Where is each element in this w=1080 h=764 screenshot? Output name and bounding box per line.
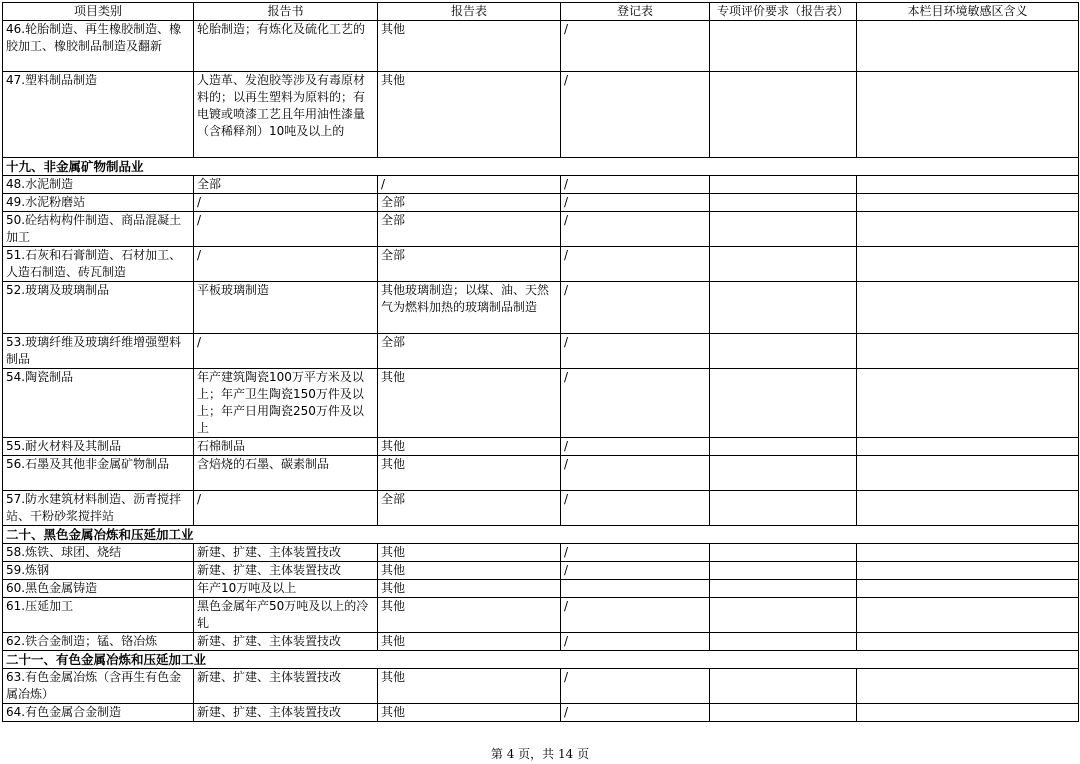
- report-form-cell: 其他: [378, 544, 561, 562]
- registration-form-cell: /: [561, 438, 710, 456]
- table-row: [3, 669, 1079, 704]
- report-form-cell: 其他: [378, 633, 561, 651]
- report-cell: 新建、扩建、主体装置技改: [194, 704, 378, 722]
- category-cell: 49.水泥粉磨站: [3, 194, 194, 212]
- table-row: [3, 562, 1079, 580]
- sensitive-area-cell: [857, 194, 1079, 212]
- report-form-cell: 全部: [378, 212, 561, 247]
- registration-form-cell: /: [561, 598, 710, 633]
- header-report-form: 报告表: [378, 3, 561, 21]
- category-cell: 48.水泥制造: [3, 176, 194, 194]
- special-evaluation-cell: [710, 334, 857, 369]
- report-form-cell: 其他: [378, 669, 561, 704]
- header-sensitive-area: 本栏目环境敏感区含义: [857, 3, 1079, 21]
- special-evaluation-cell: [710, 72, 857, 158]
- sensitive-area-cell: [857, 334, 1079, 369]
- report-form-cell: /: [378, 176, 561, 194]
- sensitive-area-cell: [857, 633, 1079, 651]
- report-form-cell: 全部: [378, 194, 561, 212]
- report-cell: /: [194, 212, 378, 247]
- category-cell: 50.砼结构构件制造、商品混凝土加工: [3, 212, 194, 247]
- registration-form-cell: /: [561, 456, 710, 491]
- report-cell: 新建、扩建、主体装置技改: [194, 562, 378, 580]
- category-cell: 57.防水建筑材料制造、沥青搅拌站、干粉砂浆搅拌站: [3, 491, 194, 526]
- table-row: [3, 704, 1079, 722]
- category-cell: 63.有色金属冶炼（含再生有色金属冶炼）: [3, 669, 194, 704]
- registration-form-cell: /: [561, 704, 710, 722]
- special-evaluation-cell: [710, 194, 857, 212]
- category-cell: 56.石墨及其他非金属矿物制品: [3, 456, 194, 491]
- section-row: [3, 651, 1079, 669]
- special-evaluation-cell: [710, 247, 857, 282]
- report-form-cell: 其他: [378, 704, 561, 722]
- sensitive-area-cell: [857, 212, 1079, 247]
- report-cell: /: [194, 247, 378, 282]
- sensitive-area-cell: [857, 369, 1079, 438]
- table-row: [3, 598, 1079, 633]
- section-title: 二十、黑色金属冶炼和压延加工业: [3, 526, 1079, 544]
- sensitive-area-cell: [857, 491, 1079, 526]
- table-row: [3, 72, 1079, 158]
- registration-form-cell: /: [561, 633, 710, 651]
- report-cell: 黑色金属年产50万吨及以上的冷轧: [194, 598, 378, 633]
- category-cell: 59.炼钢: [3, 562, 194, 580]
- sensitive-area-cell: [857, 456, 1079, 491]
- special-evaluation-cell: [710, 282, 857, 334]
- report-cell: 新建、扩建、主体装置技改: [194, 544, 378, 562]
- table-row: [3, 456, 1079, 491]
- sensitive-area-cell: [857, 704, 1079, 722]
- special-evaluation-cell: [710, 598, 857, 633]
- category-cell: 58.炼铁、球团、烧结: [3, 544, 194, 562]
- special-evaluation-cell: [710, 176, 857, 194]
- table-row: [3, 544, 1079, 562]
- special-evaluation-cell: [710, 456, 857, 491]
- report-form-cell: 全部: [378, 334, 561, 369]
- section-row: [3, 158, 1079, 176]
- category-cell: 62.铁合金制造；锰、铬冶炼: [3, 633, 194, 651]
- special-evaluation-cell: [710, 562, 857, 580]
- report-form-cell: 其他: [378, 21, 561, 72]
- header-registration-form: 登记表: [561, 3, 710, 21]
- report-cell: 年产建筑陶瓷100万平方米及以上；年产卫生陶瓷150万件及以上；年产日用陶瓷250万件及以上: [194, 369, 378, 438]
- table-row: [3, 334, 1079, 369]
- category-cell: 55.耐火材料及其制品: [3, 438, 194, 456]
- report-cell: 含焙烧的石墨、碳素制品: [194, 456, 378, 491]
- registration-form-cell: /: [561, 282, 710, 334]
- section-title: 十九、非金属矿物制品业: [3, 158, 1079, 176]
- table-row: [3, 438, 1079, 456]
- sensitive-area-cell: [857, 176, 1079, 194]
- registration-form-cell: /: [561, 491, 710, 526]
- registration-form-cell: /: [561, 72, 710, 158]
- sensitive-area-cell: [857, 21, 1079, 72]
- registration-form-cell: /: [561, 212, 710, 247]
- category-cell: 53.玻璃纤维及玻璃纤维增强塑料制品: [3, 334, 194, 369]
- report-cell: /: [194, 194, 378, 212]
- sensitive-area-cell: [857, 598, 1079, 633]
- sensitive-area-cell: [857, 72, 1079, 158]
- category-cell: 52.玻璃及玻璃制品: [3, 282, 194, 334]
- report-cell: 全部: [194, 176, 378, 194]
- registration-form-cell: /: [561, 562, 710, 580]
- report-cell: 石棉制品: [194, 438, 378, 456]
- registration-form-cell: /: [561, 369, 710, 438]
- sensitive-area-cell: [857, 562, 1079, 580]
- table-row: [3, 369, 1079, 438]
- report-form-cell: 其他: [378, 456, 561, 491]
- report-form-cell: 全部: [378, 247, 561, 282]
- section-row: [3, 526, 1079, 544]
- classification-table: [2, 2, 1079, 722]
- registration-form-cell: /: [561, 544, 710, 562]
- category-cell: 47.塑料制品制造: [3, 72, 194, 158]
- report-form-cell: 全部: [378, 491, 561, 526]
- registration-form-cell: /: [561, 194, 710, 212]
- special-evaluation-cell: [710, 369, 857, 438]
- registration-form-cell: /: [561, 247, 710, 282]
- special-evaluation-cell: [710, 669, 857, 704]
- sensitive-area-cell: [857, 438, 1079, 456]
- page-footer: 第 4 页，共 14 页: [490, 747, 590, 761]
- special-evaluation-cell: [710, 580, 857, 598]
- table-header-row: [3, 3, 1079, 21]
- special-evaluation-cell: [710, 491, 857, 526]
- category-cell: 61.压延加工: [3, 598, 194, 633]
- registration-form-cell: /: [561, 176, 710, 194]
- report-form-cell: 其他: [378, 369, 561, 438]
- sensitive-area-cell: [857, 669, 1079, 704]
- category-cell: 64.有色金属合金制造: [3, 704, 194, 722]
- report-cell: /: [194, 491, 378, 526]
- sensitive-area-cell: [857, 282, 1079, 334]
- table-row: [3, 491, 1079, 526]
- table-row: [3, 580, 1079, 598]
- table-row: [3, 282, 1079, 334]
- header-report: 报告书: [194, 3, 378, 21]
- report-form-cell: 其他: [378, 438, 561, 456]
- report-cell: 年产10万吨及以上: [194, 580, 378, 598]
- report-cell: 人造革、发泡胶等涉及有毒原材料的；以再生塑料为原料的；有电镀或喷漆工艺且年用油性漆量（含稀释剂）10吨及以上的: [194, 72, 378, 158]
- section-title: 二十一、有色金属冶炼和压延加工业: [3, 651, 1079, 669]
- report-cell: 新建、扩建、主体装置技改: [194, 669, 378, 704]
- category-cell: 46.轮胎制造、再生橡胶制造、橡胶加工、橡胶制品制造及翻新: [3, 21, 194, 72]
- table-row: [3, 247, 1079, 282]
- report-cell: 轮胎制造；有炼化及硫化工艺的: [194, 21, 378, 72]
- table-row: [3, 212, 1079, 247]
- table-row: [3, 21, 1079, 72]
- report-form-cell: 其他: [378, 562, 561, 580]
- registration-form-cell: [561, 580, 710, 598]
- special-evaluation-cell: [710, 21, 857, 72]
- category-cell: 51.石灰和石膏制造、石材加工、人造石制造、砖瓦制造: [3, 247, 194, 282]
- report-form-cell: 其他玻璃制造；以煤、油、天然气为燃料加热的玻璃制品制造: [378, 282, 561, 334]
- special-evaluation-cell: [710, 438, 857, 456]
- registration-form-cell: /: [561, 334, 710, 369]
- report-form-cell: 其他: [378, 72, 561, 158]
- special-evaluation-cell: [710, 704, 857, 722]
- registration-form-cell: /: [561, 669, 710, 704]
- report-cell: 平板玻璃制造: [194, 282, 378, 334]
- special-evaluation-cell: [710, 633, 857, 651]
- registration-form-cell: /: [561, 21, 710, 72]
- special-evaluation-cell: [710, 544, 857, 562]
- sensitive-area-cell: [857, 580, 1079, 598]
- report-form-cell: 其他: [378, 598, 561, 633]
- sensitive-area-cell: [857, 544, 1079, 562]
- report-cell: 新建、扩建、主体装置技改: [194, 633, 378, 651]
- table-row: [3, 176, 1079, 194]
- category-cell: 54.陶瓷制品: [3, 369, 194, 438]
- report-cell: /: [194, 334, 378, 369]
- table-row: [3, 194, 1079, 212]
- special-evaluation-cell: [710, 212, 857, 247]
- header-category: 项目类别: [3, 3, 194, 21]
- report-form-cell: 其他: [378, 580, 561, 598]
- category-cell: 60.黑色金属铸造: [3, 580, 194, 598]
- table-row: [3, 633, 1079, 651]
- table-body: [3, 21, 1079, 722]
- sensitive-area-cell: [857, 247, 1079, 282]
- header-special-evaluation: 专项评价要求（报告表）: [710, 3, 857, 21]
